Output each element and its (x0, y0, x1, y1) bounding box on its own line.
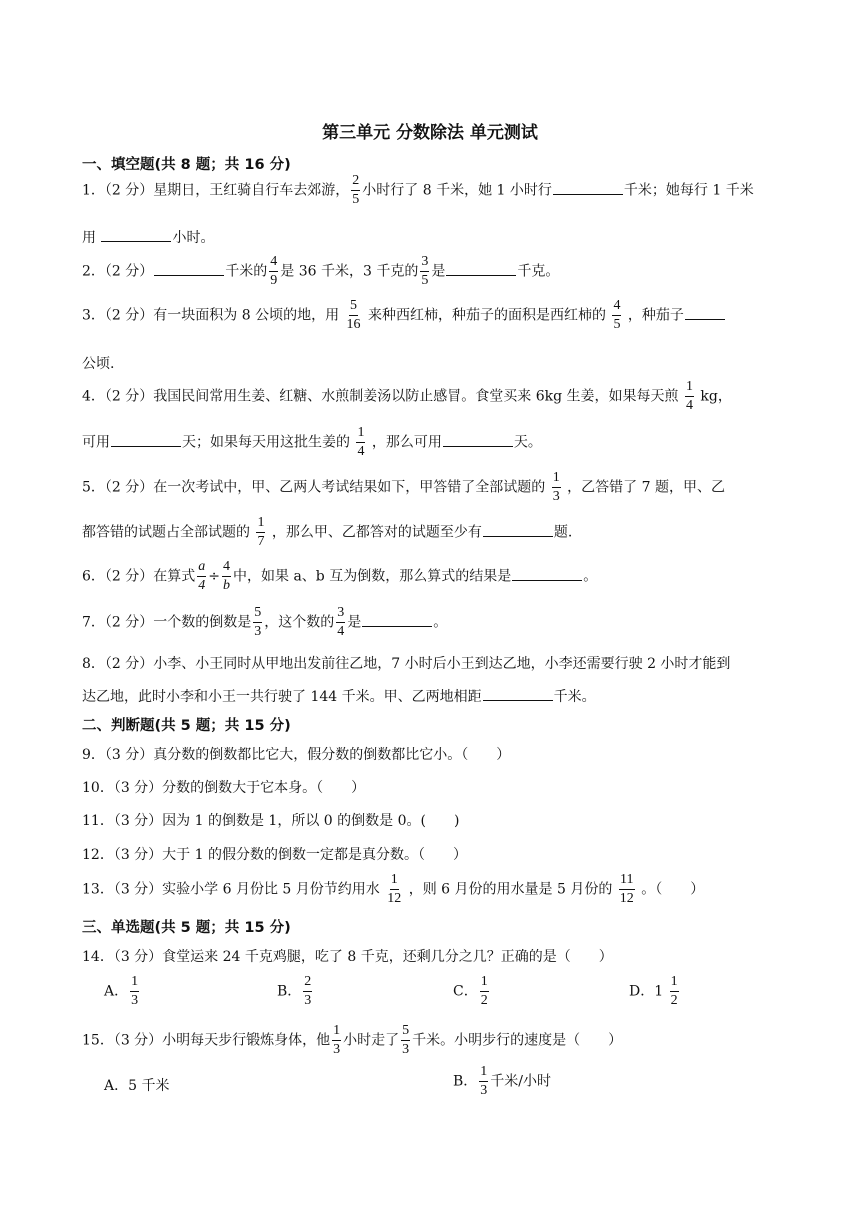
fraction: $\frac{3}{5}$ (421, 254, 429, 288)
question-10: 10．（3 分）分数的倒数大于它本身。（ ） (82, 780, 366, 796)
q1-text: 小时行了 8 千米，她 1 小时行 (362, 182, 552, 199)
fraction: $\frac{1}{3}$ (480, 1064, 488, 1098)
section-heading-true-false: 二、判断题(共 5 题；共 15 分) (82, 718, 291, 734)
fraction: $\frac{1}{4}$ (357, 425, 365, 459)
answer-blank[interactable] (154, 274, 224, 276)
fraction: $\frac{2}{3}$ (304, 974, 312, 1008)
question-1-cont (82, 227, 214, 247)
fraction: $\frac{1}{4}$ (685, 379, 693, 413)
question-11: 11．（3 分）因为 1 的倒数是 1，所以 0 的倒数是 0。( ) (82, 813, 460, 829)
fraction: $\frac{4}{5}$ (613, 298, 621, 332)
question-1 (82, 174, 754, 207)
question-2: 2．（2 分） 千米的 $\frac{4}{9}$ 是 36 千米，3 千克的 $\frac{3}{5}$ 是 千克。 (82, 254, 560, 288)
fraction: $\frac{5}{3}$ (402, 1023, 410, 1057)
answer-blank[interactable] (483, 699, 553, 701)
fraction: $\frac{1}{3}$ (131, 974, 139, 1008)
question-3: 3．（2 分）有一块面积为 8 公顷的地，用 $\frac{5}{16}$ 来种西红柿，种茄子的面积是西红柿的 $\frac{4}{5}$ ，种茄子 (82, 299, 726, 332)
section-heading-single-choice: 三、单选题(共 5 题；共 15 分) (82, 920, 291, 936)
fraction: $\frac{3}{4}$ (337, 605, 345, 639)
answer-blank[interactable] (685, 318, 725, 320)
answer-blank[interactable] (101, 240, 171, 242)
question-13: 13．（3 分）实验小学 6 月份比 5 月份节约用水 $\frac{1}{12}$ ，则 6 月份的用水量是 5 月份的 $\frac{11}{12}$ 。（ ） (82, 872, 705, 906)
fraction: $\frac{11}{12}$ (619, 872, 634, 906)
answer-blank[interactable] (443, 445, 513, 447)
answer-blank[interactable] (512, 579, 582, 581)
fraction: $\frac{1}{7}$ (257, 515, 265, 549)
fraction: $\frac{1}{2}$ (480, 974, 488, 1008)
question-3-cont: 公顷. (82, 356, 115, 372)
question-12: 12．（3 分）大于 1 的假分数的倒数一定都是真分数。（ ） (82, 847, 467, 863)
question-4: 4．（2 分）我国民间常用生姜、红糖、水煎制姜汤以防止感冒。食堂买来 6kg 生姜，如果每天煎 $\frac{1}{4}$ kg， (82, 379, 732, 413)
question-4-cont: 可用 天；如果每天用这批生姜的 $\frac{1}{4}$ ，那么可用 天。 (82, 425, 542, 459)
answer-blank[interactable] (483, 535, 553, 537)
question-8: 8．（2 分）小李、小王同时从甲地出发前往乙地，7 小时后小王到达乙地，小李还需要行驶 2 小时才能到 (82, 656, 731, 672)
option-c[interactable]: C． $\frac{1}{2}$ (453, 974, 488, 1008)
fraction: $\frac{2}{5}$ (352, 173, 360, 207)
fraction: $\frac{4}{9}$ (270, 254, 278, 288)
page-title: 第三单元 分数除法 单元测试 (322, 123, 538, 143)
option-a[interactable]: A．5 千米 (104, 1078, 170, 1094)
option-d[interactable]: D．1 $\frac{1}{2}$ (629, 974, 678, 1008)
fraction: $\frac{1}{3}$ (333, 1023, 341, 1057)
q1-text: 1．（2 分）星期日，王红骑自行车去郊游， (82, 182, 350, 199)
fraction: $\frac{1}{3}$ (552, 470, 560, 504)
option-a[interactable]: A． $\frac{1}{3}$ (104, 974, 139, 1008)
question-9: 9．（3 分）真分数的倒数都比它大，假分数的倒数都比它小。（ ） (82, 747, 511, 763)
fraction: $\frac{5}{3}$ (254, 605, 262, 639)
q1-text: 小时。 (172, 230, 215, 246)
answer-blank[interactable] (362, 625, 432, 627)
question-8-cont: 达乙地，此时小李和小王一共行驶了 144 千米。甲、乙两地相距 千米。 (82, 689, 596, 705)
question-7: 7．（2 分）一个数的倒数是 $\frac{5}{3}$ ，这个数的 $\frac{3}{4}$ 是 。 (82, 605, 448, 639)
option-b[interactable]: B． $\frac{1}{3}$ 千米/小时 (453, 1064, 552, 1098)
fraction: $\frac{1}{12}$ (387, 872, 402, 906)
option-b[interactable]: B． $\frac{2}{3}$ (277, 974, 312, 1008)
answer-blank[interactable] (553, 193, 623, 195)
question-14: 14．（3 分）食堂运来 24 千克鸡腿，吃了 8 千克，还剩几分之几？正确的是（ ） (82, 949, 613, 965)
answer-blank[interactable] (111, 445, 181, 447)
fraction: $\frac{5}{16}$ (346, 298, 361, 332)
question-5: 5．（2 分）在一次考试中，甲、乙两人考试结果如下，甲答错了全部试题的 $\frac{1}{3}$ ，乙答错了 7 题，甲、乙 (82, 470, 725, 504)
fraction: $\frac{1}{2}$ (670, 974, 678, 1008)
fraction: $\frac{a}{4}$ (198, 559, 206, 593)
q1-text: 千米；她每行 1 千米 (623, 182, 754, 199)
q1-text: 用 (82, 230, 101, 246)
question-5-cont: 都答错的试题占全部试题的 $\frac{1}{7}$ ，那么甲、乙都答对的试题至少有 题. (82, 515, 573, 549)
answer-blank[interactable] (446, 274, 516, 276)
question-15: 15．（3 分）小明每天步行锻炼身体，他 $\frac{1}{3}$ 小时走了 $\frac{5}{3}$ 千米。小明步行的速度是（ ） (82, 1023, 623, 1057)
fraction: $\frac{4}{b}$ (223, 559, 230, 593)
question-6: 6．（2 分）在算式 $\frac{a}{4}$ ÷ $\frac{4}{b}$ 中，如果 a、b 互为倒数，那么算式的结果是 。 (82, 559, 598, 593)
section-heading-fill-blank: 一、填空题(共 8 题；共 16 分) (82, 157, 291, 173)
